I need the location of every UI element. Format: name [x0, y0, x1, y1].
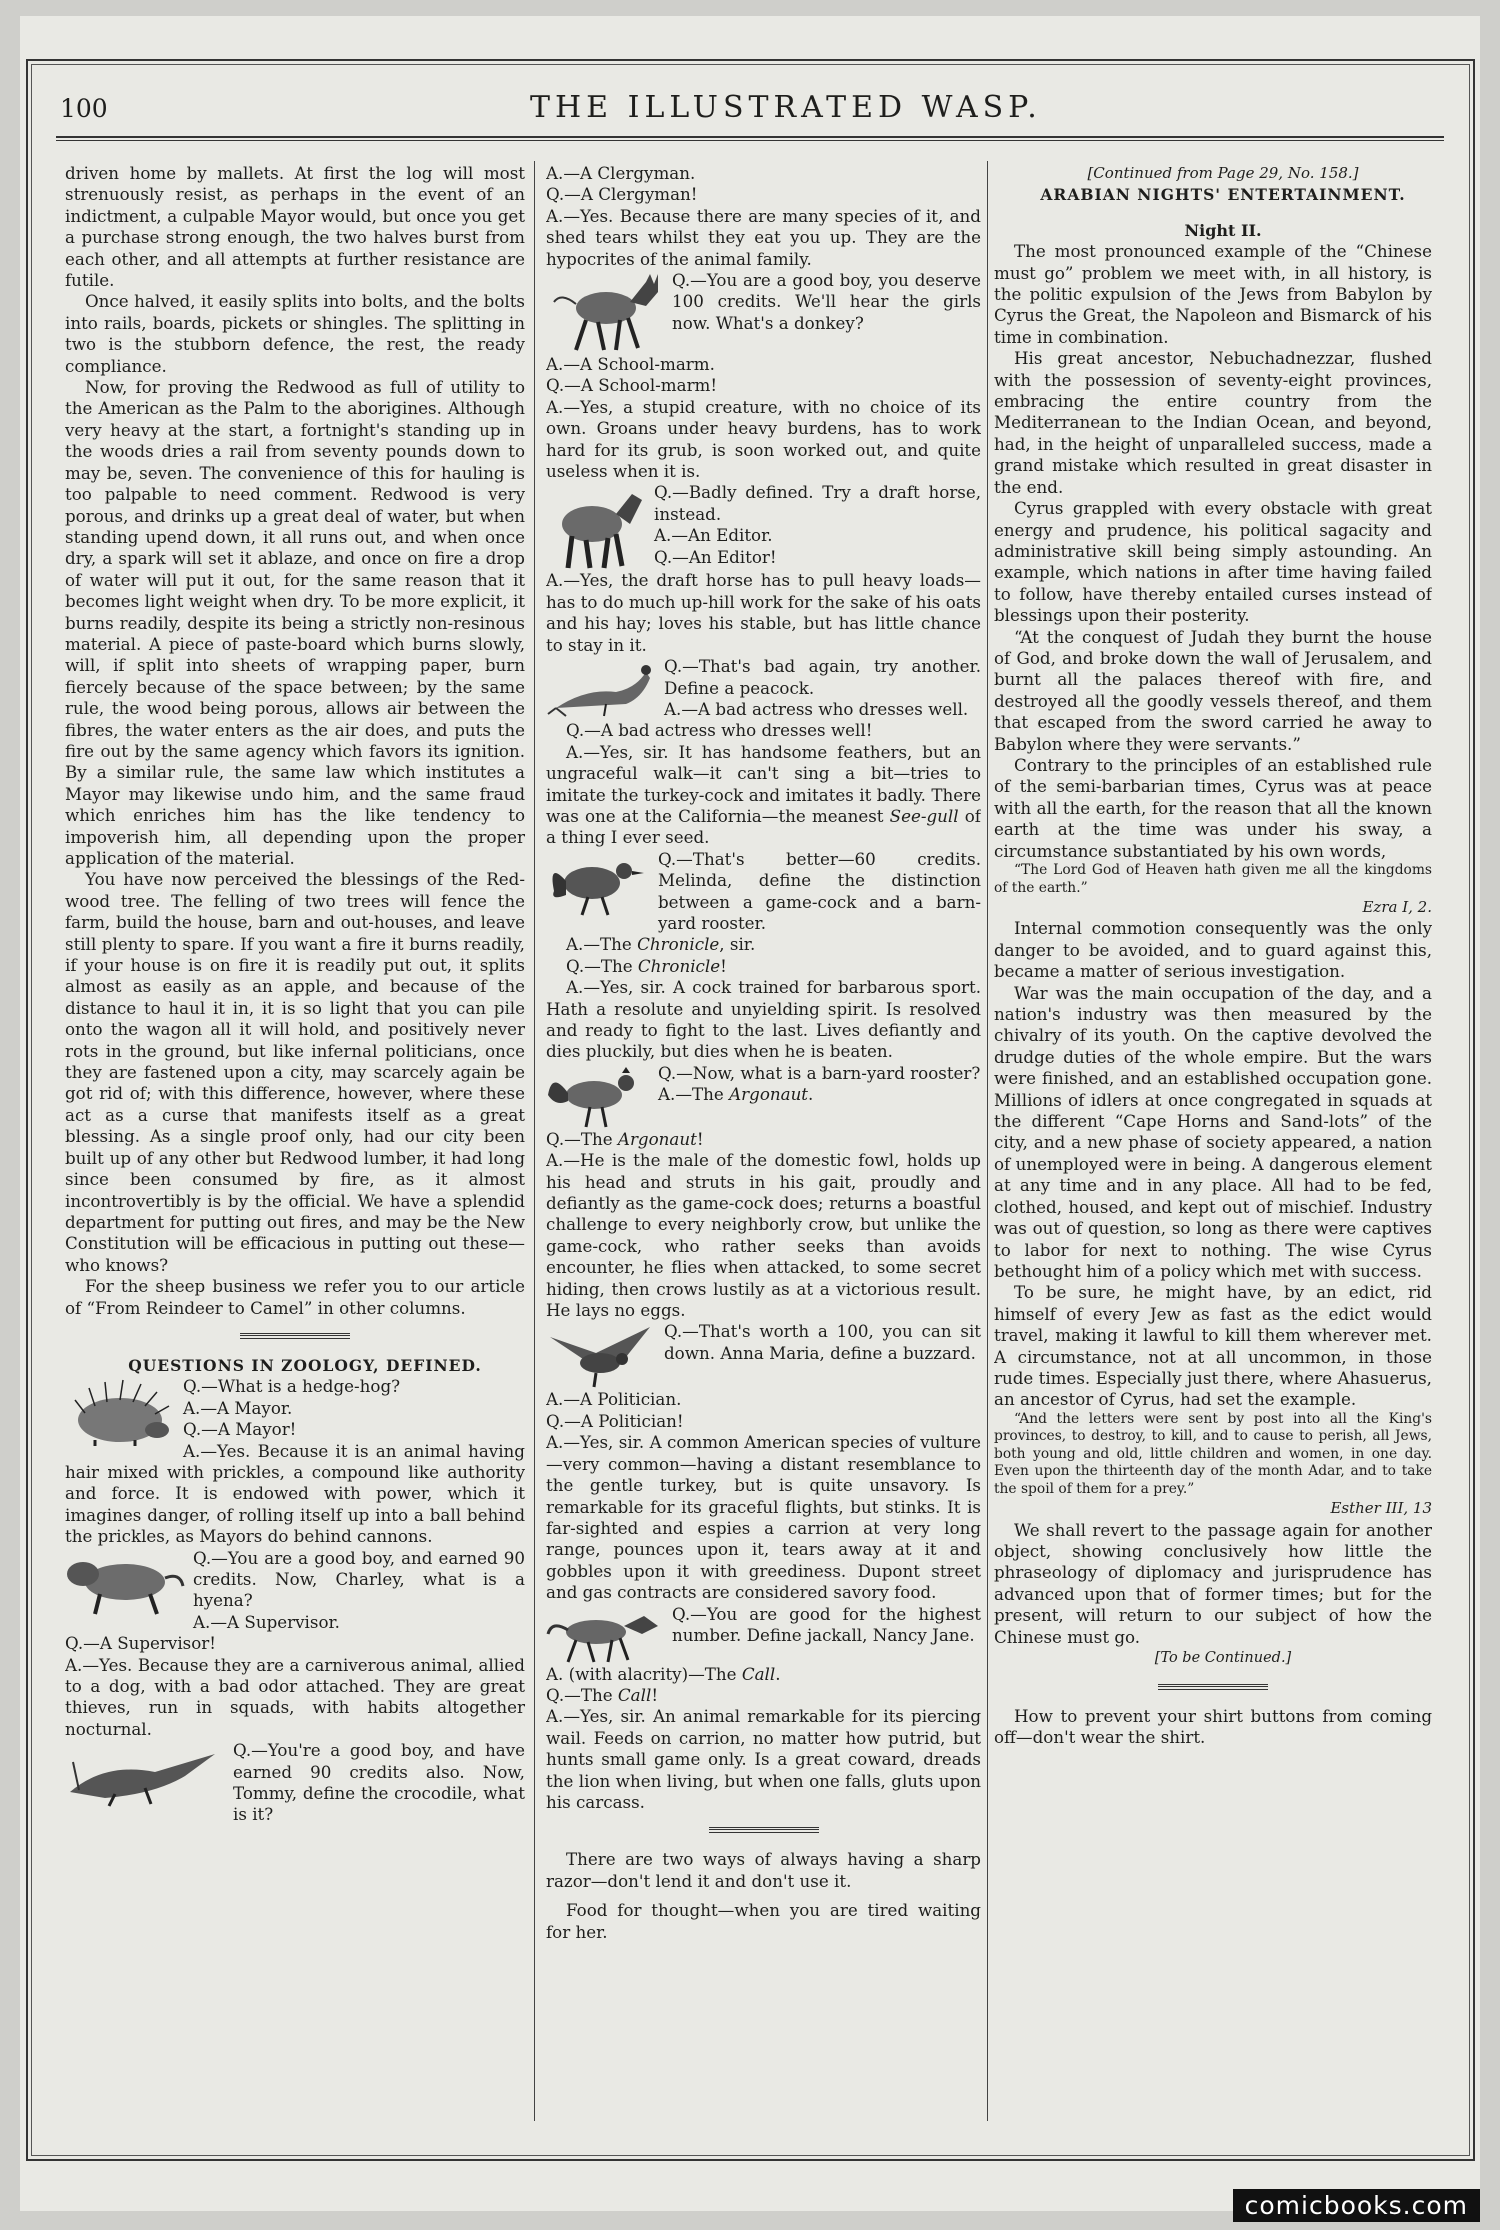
answer-text: A.—The [566, 934, 638, 955]
question [546, 1129, 981, 1150]
question: Q.—A Supervisor! [65, 1633, 216, 1654]
answer: A.—A bad actress who dresses well. [664, 698, 969, 719]
rooster-illustration [546, 1065, 650, 1129]
filler-item-shirt: How to prevent your shirt buttons from coming off—don't wear the shirt. [994, 1705, 1432, 1747]
paragraph: We shall revert to the passage again for another object, showing conclusively how little the phraseology of diplomacy and jurisprudence has advanced upon that of former times; but for the present, will return to our subject of how the Chinese must go. [994, 1519, 1432, 1647]
section-divider [709, 1827, 819, 1833]
column-3 [994, 163, 1432, 2118]
answer [546, 934, 981, 955]
answer-text: of a thing I ever seed. [546, 805, 981, 848]
paragraph: “At the conquest of Judah they burnt the house of God, and broke down the wall of Jerusalem, and burnt all the palaces thereof with fire, and destroyed all the goodly vessels thereof, and them that escaped from the sword carried he away to Babylon where they were servants.” [994, 626, 1432, 754]
answer-text: A.—The [658, 1084, 730, 1105]
paragraph: You have now perceived the blessings of the Red-wood tree. The felling of two trees will fence the farm, build the house, barn and out-houses, and leave still plenty to spare. If you want a fire it burns readily, if your house is on fire it is readily put out, it splits almost as easily as an apple, and because of the distance to haul it in, it is so light that you can pile onto the wagon all it will hold, and positively never rots in the ground, but like infernal politicians, once they are fastened upon a city, may scarcely again be got rid of; with this difference, however, where these act as a curse that manifests itself as a great blessing. As a single proof only, had our city been built up of any other but Redwood lumber, it had long since been consumed by fire, as it almost incontrovertibly is by the official. We have a splendid department for putting out fires, and may be the New Constitution will be efficacious in putting out these—who knows? [65, 869, 525, 1275]
question: Q.—What is a hedge-hog? [183, 1376, 401, 1397]
paragraph: His great ancestor, Nebuchadnezzar, flushed with the possession of seventy-eight provinces, embracing the entire country from the Mediterranean to the Indian Ocean, and beyond, had, in the height of unparalleled success, made a grand mistake which resulted in great disaster in the end. [994, 348, 1432, 497]
answer [546, 1664, 981, 1685]
question: Q.—That's bad again, try another. Define a peacock. [664, 656, 981, 698]
question [546, 956, 981, 977]
paragraph: Contrary to the principles of an established rule of the semi-barbarian times, Cyrus was at peace with all the earth, for the reason that all the known earth at the time was under his sway, a circumstance substantiated by his own words, [994, 754, 1432, 861]
paragraph: Now, for proving the Redwood as full of utility to the American as the Palm to the aborigines. Although very heavy at the start, a fortnight's standing up in the woods dries a rail from seventy pounds down to may be, seven. The convenience of this for hauling is too palpable to need comment. Redwood is very porous, and drinks up a great deal of water, but when standing upend down, it all runs out, and when once dry, a spark will set it ablaze, and once on fire a drop of water will put it out, for the same reason that it becomes light weight when dry. To be more explicit, it burns readily, despite its being a strictly non-resinous material. A piece of paste-board which burns slowly, will, if split into sheets of wrapping paper, burn fiercely because of the space between; by the same rule, the wood being porous, allows air between the fibres, the water enters as the air does, and puts the fire out by the same agency which favors its ignition. By a similar rule, the same law which institutes a Mayor may likewise undo him, and the same fraud which enriches him has the like tendency to impoverish him, all depending upon the proper application of the material. [65, 377, 525, 868]
answer-text: , sir. [719, 934, 756, 955]
question-text: Q.—The [546, 1128, 618, 1149]
answer-text: . [808, 1084, 814, 1105]
page-number: 100 [60, 94, 108, 123]
section-divider [240, 1333, 350, 1339]
answer: A.—A Clergyman. [546, 163, 696, 183]
question-text: ! [696, 1128, 704, 1149]
question-emphasis: Chronicle [637, 955, 721, 976]
paragraph: driven home by mallets. At first the log will most strenuously resist, as perhaps in the event of an indictment, a culpable Mayor would, but once you get a purchase strong enough, the two halves burst from each other, and all attempts at further resistance are futile. [65, 163, 525, 291]
paragraph: Internal commotion consequently was the only danger to be avoided, and to guard against this, became a matter of serious investigation. [994, 918, 1432, 982]
question [546, 1685, 981, 1706]
newspaper-page [20, 16, 1480, 2211]
column-divider [987, 161, 988, 2121]
question: Q.—A Politician! [546, 1410, 684, 1431]
scripture-quote: “And the letters were sent by post into all the King's provinces, to destroy, to kill, and to cause to perish, all Jews, both young and old, little children and women, in one day. Even upon the thirteenth day of the month Adar, and to take the spoil of them for a prey.” [994, 1410, 1432, 1497]
answer: A.—A School-marm. [546, 354, 715, 375]
header-rule [56, 136, 1444, 138]
jackal-illustration [546, 1606, 664, 1664]
column-1 [65, 163, 525, 2118]
to-be-continued-note: [To be Continued.] [1154, 1650, 1292, 1667]
draft-horse-illustration [546, 484, 646, 570]
masthead: THE ILLUSTRATED WASP. [530, 90, 1042, 125]
question: Q.—A Mayor! [183, 1419, 297, 1440]
answer: A.—A Mayor. [183, 1397, 293, 1418]
question: Q.—You're a good boy, and have earned 90 credits also. Now, Tommy, define the crocodile, what is it? [233, 1740, 525, 1825]
answer: A.—A Politician. [546, 1389, 682, 1410]
answer-text: . [775, 1663, 781, 1684]
paragraph: For the sheep business we refer you to our article of “From Reindeer to Camel” in other columns. [65, 1276, 525, 1318]
game-cock-illustration [546, 851, 650, 917]
answer: A.—An Editor. [654, 525, 773, 546]
answer: A.—Yes. Because there are many species of it, and shed tears whilst they eat you up. They are the hypocrites of the animal family. [546, 205, 981, 269]
watermark: comicbooks.com [1233, 2189, 1480, 2222]
article-subheading: Night II. [1184, 220, 1262, 240]
question: Q.—You are a good boy, you deserve 100 credits. We'll hear the girls now. What's a donkey? [672, 270, 981, 333]
answer: A.—Yes, the draft horse has to pull heavy loads—has to do much up-hill work for the sake of his oats and his hay; loves his stable, but has little chance to stay in it. [546, 570, 981, 655]
question: Q.—That's worth a 100, you can sit down. Anna Maria, define a buzzard. [664, 1321, 981, 1363]
continued-note: [Continued from Page 29, No. 158.] [1087, 164, 1359, 182]
buzzard-illustration [546, 1323, 656, 1389]
question: Q.—Now, what is a barn-yard rooster? [658, 1062, 981, 1083]
answer-text: A. (with alacrity)—The [546, 1663, 742, 1684]
question-text: Q.—The [546, 1684, 618, 1705]
section-heading: QUESTIONS IN ZOOLOGY, DEFINED. [128, 1355, 482, 1375]
paragraph: Once halved, it easily splits into bolts, and the bolts into rails, boards, pickets or shingles. The splitting in two is the stubborn defence, the rest, the ready compliance. [65, 291, 525, 376]
answer-emphasis: Call [741, 1663, 776, 1684]
answer: A.—Yes, a stupid creature, with no choice of its own. Groans under heavy burdens, has to work hard for its grub, is soon worked out, and quite useless when it is. [546, 396, 981, 482]
hyena-illustration [65, 1550, 185, 1616]
answer: A.—Yes. Because they are a carniverous animal, allied to a dog, with a bad odor attached. They are great thieves, run in squads, with habits altogether nocturnal. [65, 1654, 525, 1739]
question-text: ! [651, 1684, 659, 1705]
question: Q.—Badly defined. Try a draft horse, instead. [654, 482, 981, 524]
crocodile-illustration [65, 1742, 225, 1808]
answer-emphasis: See-gull [889, 805, 959, 826]
question-emphasis: Call [617, 1684, 652, 1705]
answer [546, 742, 981, 849]
question-emphasis: Argonaut [617, 1128, 697, 1149]
answer: A.—He is the male of the domestic fowl, holds up his head and struts in his gait, proudly and defiantly as the game-cock does; returns a boastful challenge to every neighborly crow, but unlike the game-cock, who rather seeks than avoids encounter, he flies when attacked, to some secret hiding, then crows lustily as at a victorious result. He lays no eggs. [546, 1150, 981, 1321]
question: Q.—A bad actress who dresses well! [566, 720, 873, 741]
hedgehog-illustration [65, 1378, 175, 1448]
paragraph: The most pronounced example of the “Chinese must go” problem we meet with, in all history, is the politic expulsion of the Jews from Babylon by Cyrus the Great, the Napoleon and Bismarck of his time in combination. [994, 241, 1432, 347]
peacock-illustration [546, 658, 656, 718]
question-text: ! [720, 955, 727, 976]
question: Q.—That's better—60 credits. Melinda, define the distinction between a game-cock and a barn-yard rooster. [658, 848, 981, 933]
question: Q.—An Editor! [654, 546, 777, 567]
question: Q.—You are a good boy, and earned 90 credits. Now, Charley, what is a hyena? [193, 1547, 525, 1611]
paragraph: To be sure, he might have, by an edict, rid himself of every Jew as fast as the edict would travel, making it lawful to kill them wherever met. A circumstance, not at all uncommon, in those rude times. Especially just there, where Ahasuerus, an ancestor of Cyrus, had set the example. [994, 1282, 1432, 1410]
question: Q.—You are good for the highest number. Define jackall, Nancy Jane. [672, 1603, 981, 1645]
answer: A.—Yes. Because it is an animal having hair mixed with prickles, a compound like authority and force. It is endowed with power, which it imagines danger, of rolling itself up into a ball behind the prickles, as Mayors do behind cannons. [65, 1440, 525, 1547]
paragraph: War was the main occupation of the day, and a nation's industry was then measured by the chivalry of its youth. On the captive devolved the drudge duties of the whole empire. But the wars were finished, and an established occupation gone. Millions of idlers at once congregated in squads at the different “Cape Horns and Sand-lots” of the city, and a new phase of society appeared, a nation of unemployed were in being. A dangerous element at any time and in any place. All had to be fed, clothed, housed, and kept out of mischief. Industry was out of question, so long as there were captives to labor for next to nothing. The wise Cyrus bethought him of a policy which met with success. [994, 982, 1432, 1281]
scripture-quote: “The Lord God of Heaven hath given me all the kingdoms of the earth.” [994, 862, 1432, 896]
question-text: Q.—The [566, 955, 638, 976]
column-2 [546, 163, 981, 2118]
answer: A.—A Supervisor. [193, 1611, 340, 1632]
filler-item-food: Food for thought—when you are tired waiting for her. [546, 1900, 981, 1942]
filler-item-razor: There are two ways of always having a sharp razor—don't lend it and don't use it. [546, 1849, 981, 1891]
question: Q.—A Clergyman! [546, 184, 698, 205]
paragraph: Cyrus grappled with every obstacle with great energy and prudence, his political sagacity and administrative skill being simply astounding. An example, which nations in after time having failed to follow, have thereby entailed curses instead of blessings upon their posterity. [994, 498, 1432, 626]
quote-citation: Ezra I, 2. [1362, 898, 1432, 916]
answer-emphasis: Argonaut [729, 1084, 809, 1105]
column-divider [534, 161, 535, 2121]
section-divider [1158, 1684, 1268, 1690]
answer: A.—Yes, sir. A common American species of vulture—very common—having a distant resemblance to the gentle turkey, but is quite unsavory. Is remarkable for its graceful flights, but stinks. It is far-sighted and espies a carrion at very long range, pounces upon it, tears away at it and gobbles upon it with greediness. Dupont street and gas contracts are considered savory food. [546, 1432, 981, 1603]
question: Q.—A School-marm! [546, 375, 718, 396]
answer: A.—Yes, sir. An animal remarkable for its piercing wail. Feeds on carrion, no matter how putrid, but hunts small game only. Is a great coward, dreads the lion when living, but when one falls, gluts upon his carcass. [546, 1706, 981, 1812]
article-heading: ARABIAN NIGHTS' ENTERTAINMENT. [1040, 185, 1406, 205]
header-rule-thin [56, 140, 1444, 141]
quote-citation: Esther III, 13 [1330, 1499, 1432, 1518]
answer-text: A.—Yes, sir. It has handsome feathers, but an ungraceful walk—it can't sing a bit—tries to imitate the turkey-cock and imitates it badly. There was one at the California—the meanest [546, 741, 981, 826]
answer: A.—Yes, sir. A cock trained for barbarous sport. Hath a resolute and unyielding spirit. Is resolved and ready to fight to the last. Lives defiantly and dies pluckily, but dies when he is beaten. [546, 977, 981, 1062]
donkey-illustration [546, 272, 664, 354]
answer-emphasis: Chronicle [637, 934, 720, 955]
